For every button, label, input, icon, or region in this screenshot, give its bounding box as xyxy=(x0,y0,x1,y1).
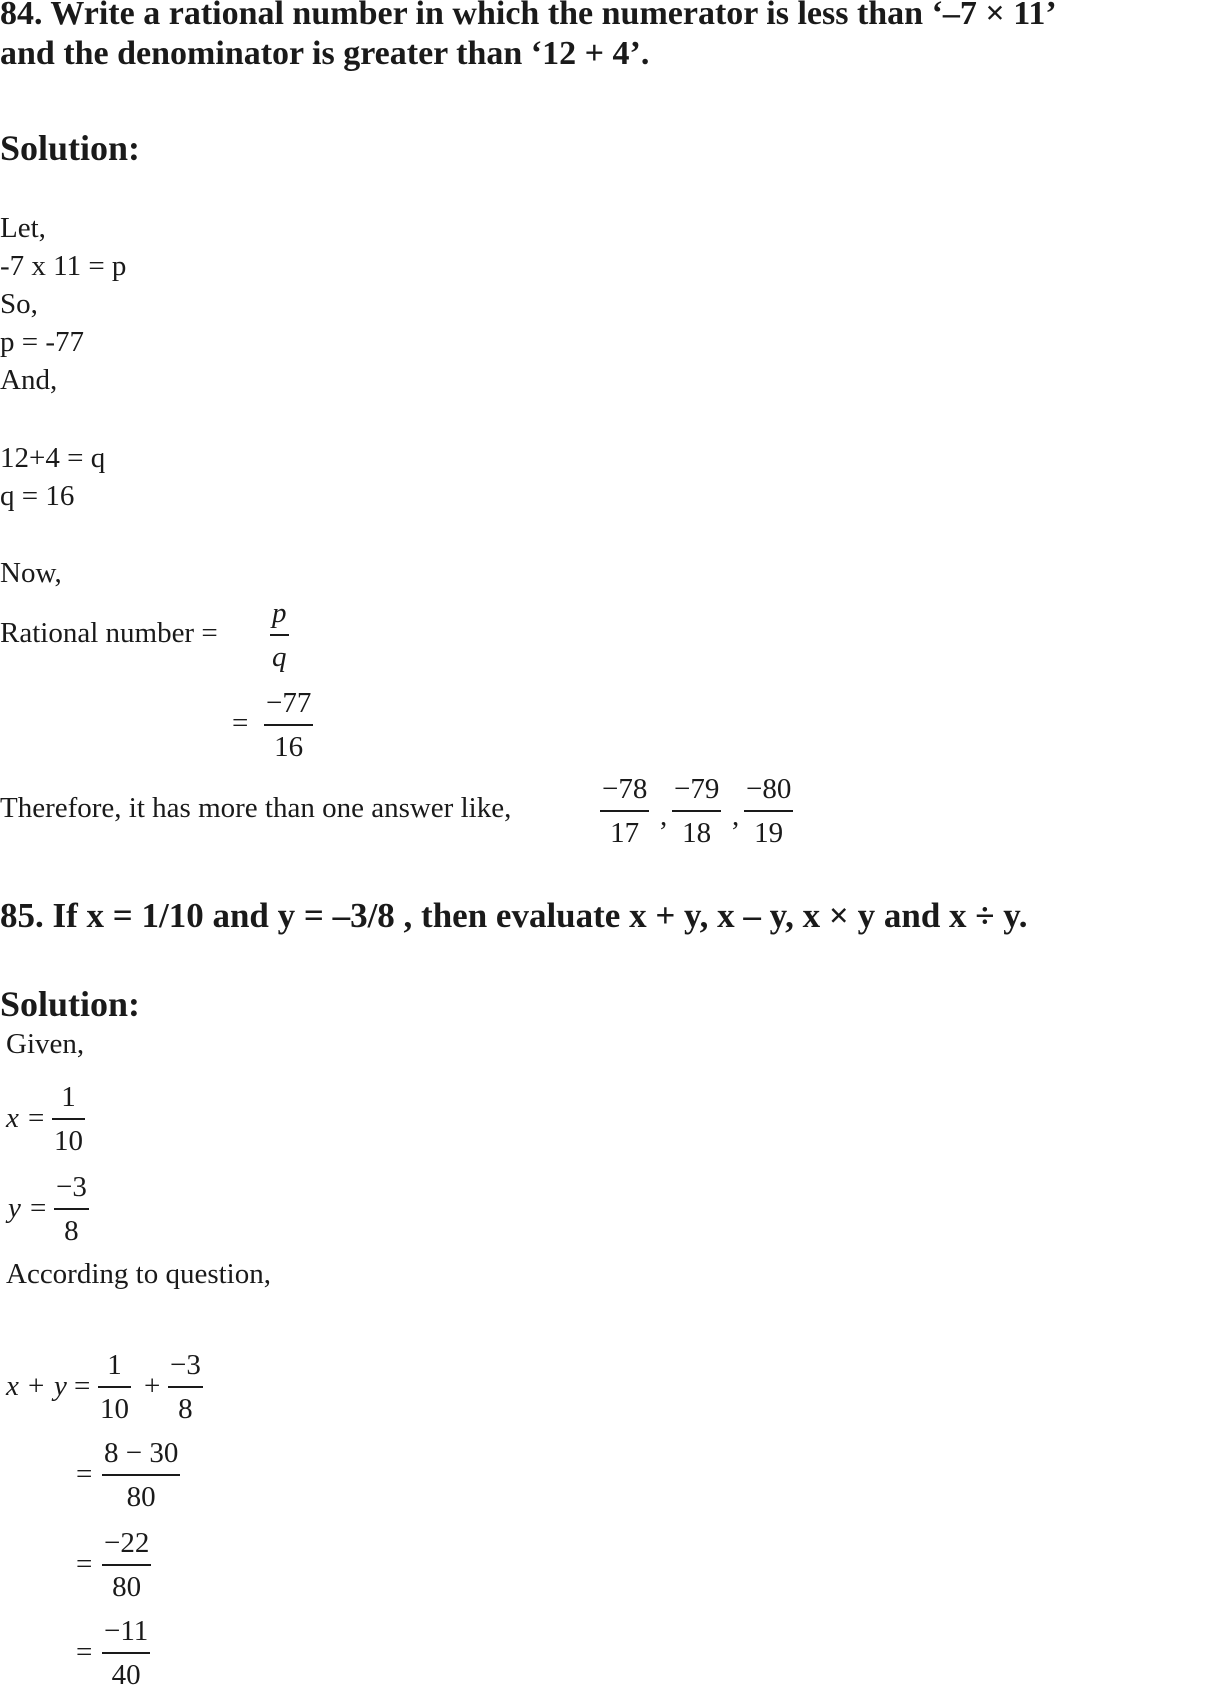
equals-sign: = xyxy=(76,1548,93,1580)
equation-p-definition: -7 x 11 = p xyxy=(0,250,127,282)
answer-fraction-3 xyxy=(744,772,793,850)
question-84-line-1: 84. Write a rational number in which the numerator is less than ‘–7 × 11’ xyxy=(0,0,1057,32)
variable-y: y xyxy=(8,1192,21,1224)
equals-sign: = xyxy=(74,1370,91,1402)
fraction-numerator: −11 xyxy=(104,1615,149,1647)
fraction-step4 xyxy=(102,1614,150,1692)
fraction-numerator: −79 xyxy=(674,773,720,805)
fraction-numerator: −77 xyxy=(266,687,312,719)
question-84-line-2: and the denominator is greater than ‘12 + 4’. xyxy=(0,35,650,72)
plus-sign: + xyxy=(144,1370,161,1402)
equation-q-value: q = 16 xyxy=(0,480,75,512)
fraction-denominator: 8 xyxy=(178,1393,193,1425)
comma: , xyxy=(660,800,668,832)
fraction-denominator: 80 xyxy=(112,1571,142,1603)
text-and: And, xyxy=(0,364,58,396)
fraction-denominator: 10 xyxy=(54,1125,83,1157)
fraction-step1-x xyxy=(98,1348,131,1426)
fraction-denominator: 16 xyxy=(274,731,304,763)
fraction-numerator: −78 xyxy=(602,773,648,805)
fraction-step3 xyxy=(102,1526,151,1604)
equals-sign: = xyxy=(76,1458,93,1490)
text-now: Now, xyxy=(0,557,62,589)
fraction-denominator: 19 xyxy=(754,817,784,849)
plus-sign: + xyxy=(28,1370,45,1402)
fraction-x-value xyxy=(52,1080,85,1158)
fraction-denominator: 40 xyxy=(111,1659,141,1691)
fraction-numerator: −3 xyxy=(56,1171,87,1203)
equation-p-value: p = -77 xyxy=(0,326,85,358)
equals-sign: = xyxy=(76,1636,93,1668)
fraction-result xyxy=(264,686,313,764)
fraction-numerator: 8 − 30 xyxy=(104,1437,179,1469)
comma: , xyxy=(732,800,740,832)
text-according-to-question: According to question, xyxy=(6,1258,271,1290)
fraction-numerator: −22 xyxy=(104,1527,150,1559)
solution-heading-85: Solution: xyxy=(0,984,141,1024)
fraction-denominator: 10 xyxy=(100,1393,129,1425)
answer-fraction-2 xyxy=(672,772,721,850)
question-85: 85. If x = 1/10 and y = –3/8 , then evaluate x + y, x – y, x × y and x ÷ y. xyxy=(0,896,1028,935)
answer-fraction-1 xyxy=(600,772,649,850)
text-rational-number: Rational number = xyxy=(0,617,218,649)
equals-sign: = xyxy=(28,1102,45,1134)
fraction-step2 xyxy=(102,1436,180,1514)
text-therefore: Therefore, it has more than one answer like, xyxy=(0,792,512,824)
variable-x: x xyxy=(6,1370,19,1402)
fraction-p-over-q xyxy=(270,596,289,674)
solution-heading-84: Solution: xyxy=(0,128,141,168)
fraction-numerator: 1 xyxy=(107,1349,122,1381)
fraction-y-value xyxy=(54,1170,89,1248)
text-let: Let, xyxy=(0,212,46,244)
fraction-numerator: p xyxy=(272,597,287,629)
fraction-step1-y xyxy=(168,1348,203,1426)
fraction-denominator: 80 xyxy=(126,1481,156,1513)
fraction-denominator: 8 xyxy=(64,1215,79,1247)
variable-y: y xyxy=(54,1370,67,1402)
variable-x: x xyxy=(6,1102,19,1134)
fraction-denominator: 18 xyxy=(682,817,712,849)
text-so: So, xyxy=(0,288,38,320)
fraction-numerator: −3 xyxy=(170,1349,201,1381)
equals-sign: = xyxy=(30,1192,47,1224)
fraction-denominator: q xyxy=(272,641,287,673)
equation-q-definition: 12+4 = q xyxy=(0,442,106,474)
fraction-numerator: −80 xyxy=(746,773,792,805)
equals-sign: = xyxy=(232,707,249,739)
text-given: Given, xyxy=(6,1028,85,1060)
fraction-numerator: 1 xyxy=(61,1081,76,1113)
fraction-denominator: 17 xyxy=(610,817,640,849)
